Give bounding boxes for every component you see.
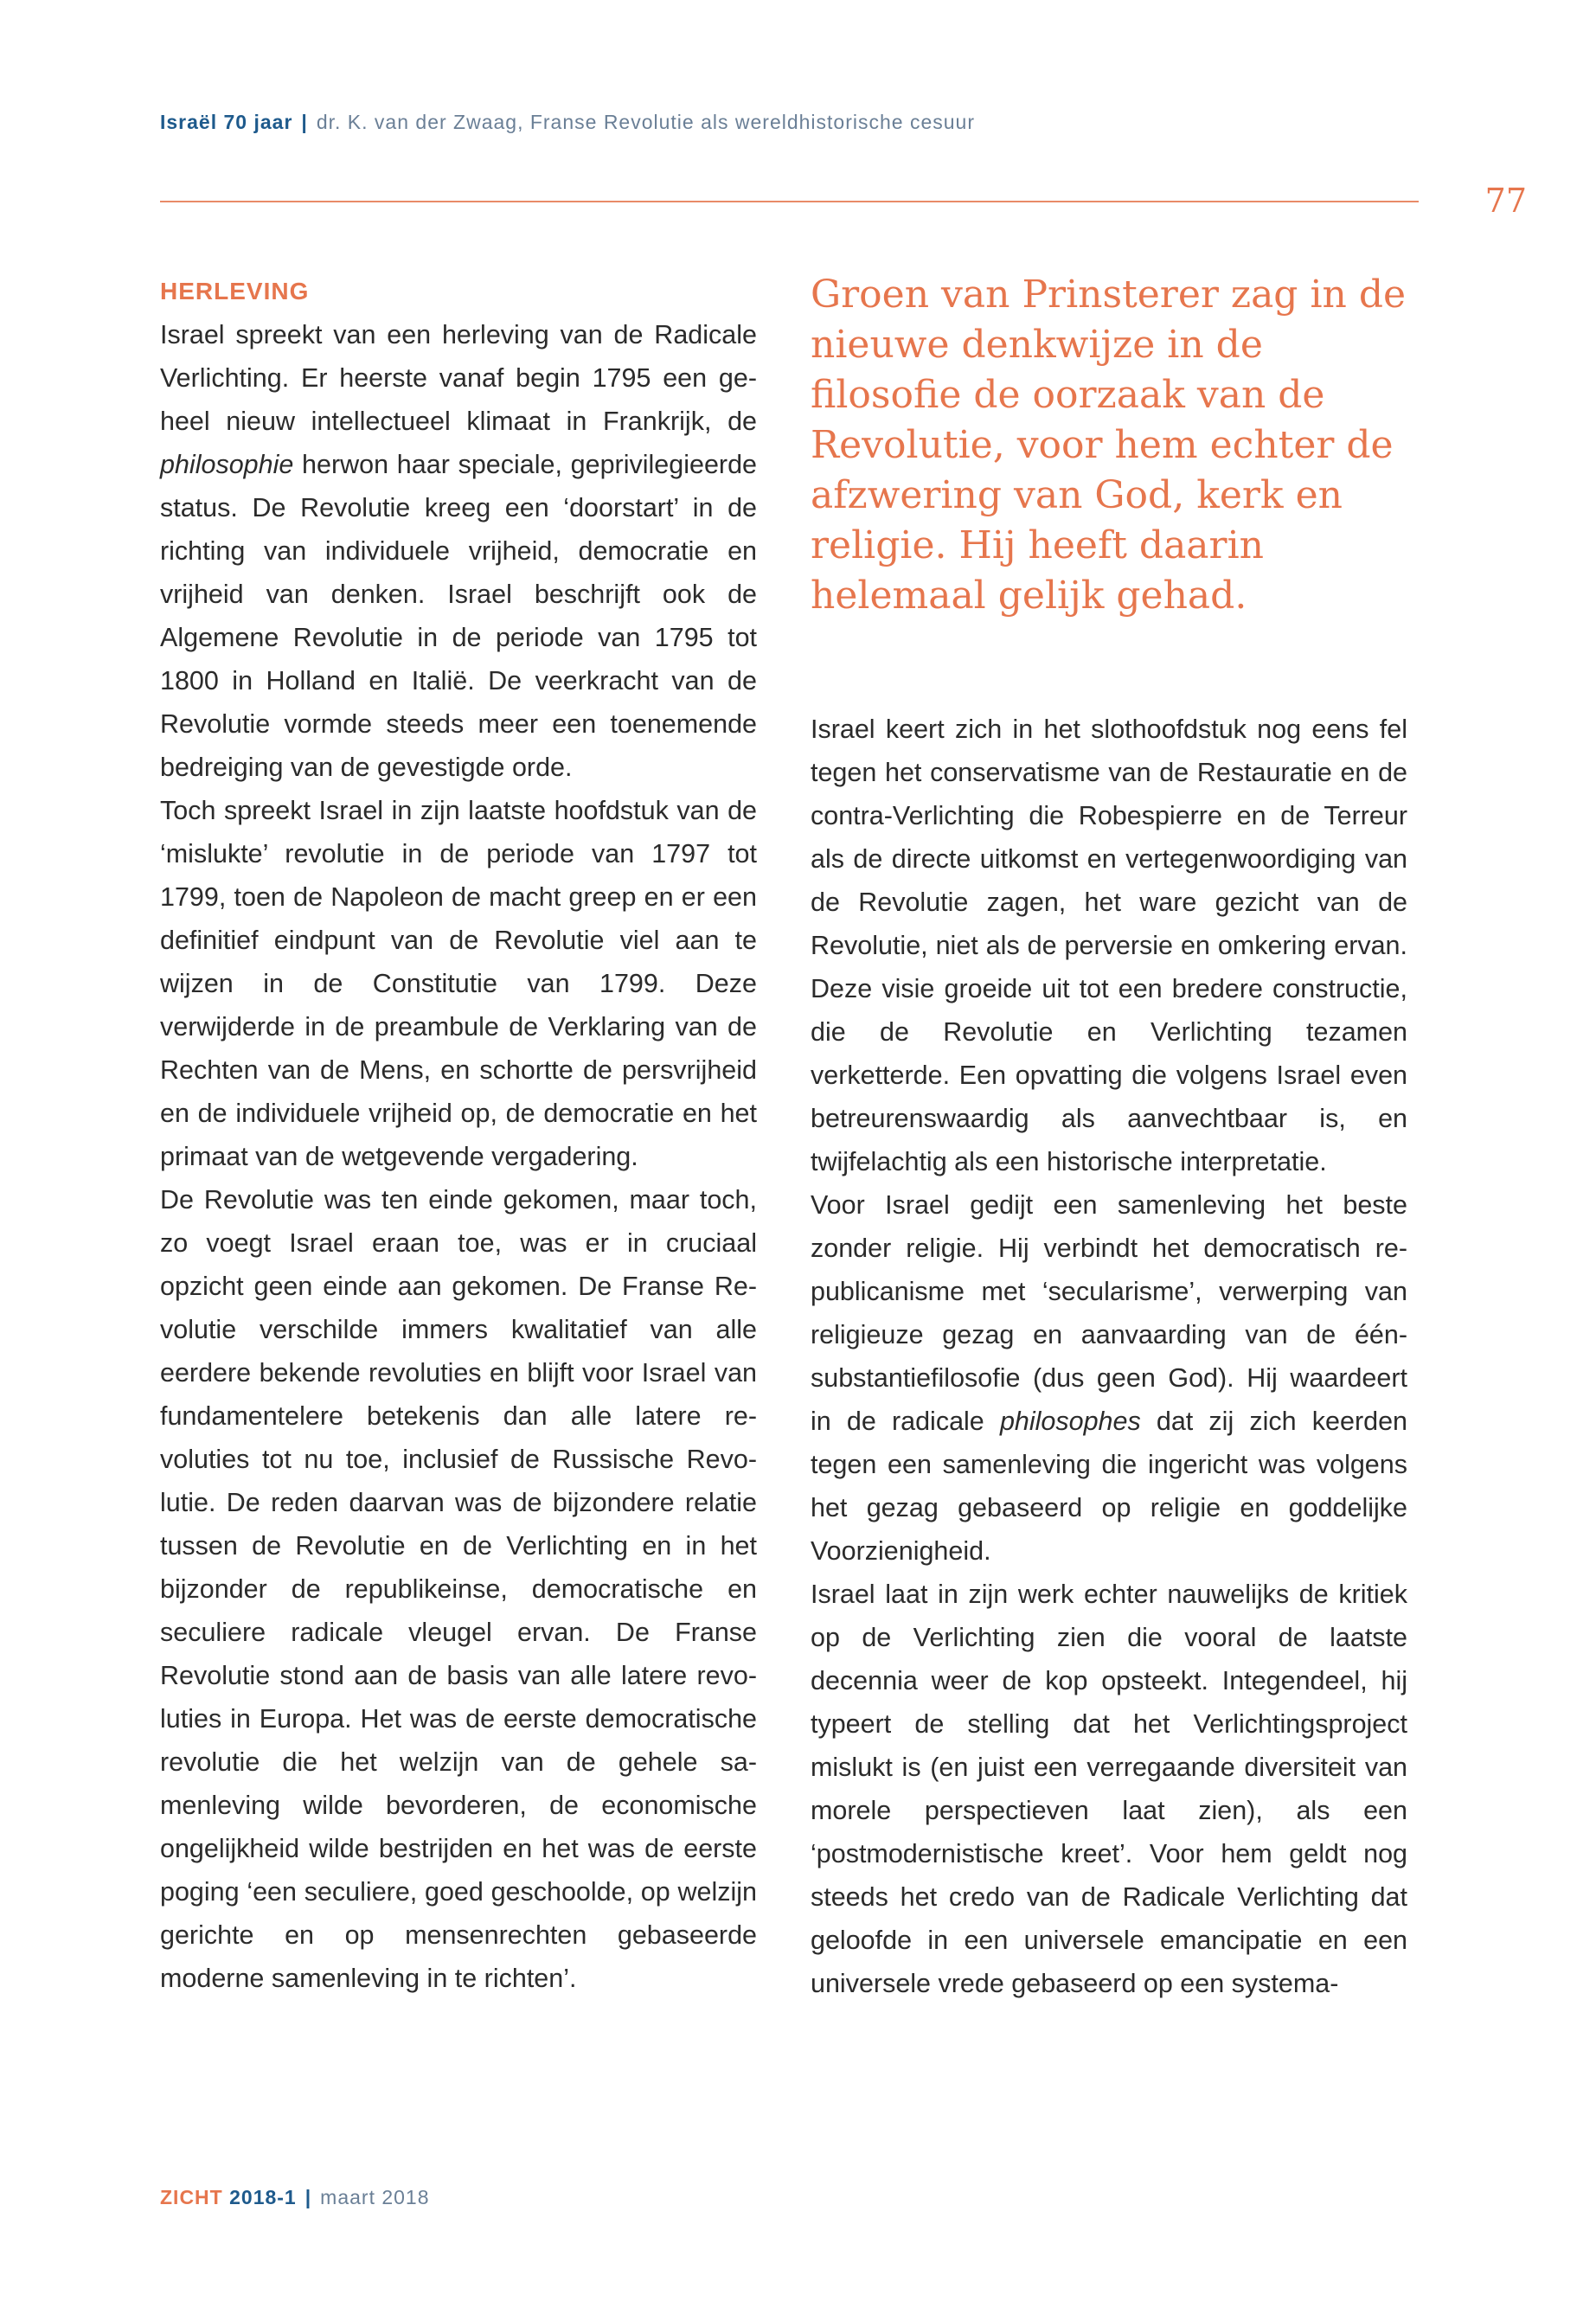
left-column [160, 270, 757, 2000]
left-p1-part-a: Israel spreekt van een herleving van de Radicale Verlichting. Er heerste vanaf begin 1795 een geheel nieuw intellectueel klimaat in Frankrijk, de [160, 320, 757, 436]
right-paragraph-2 [811, 1183, 1407, 1573]
right-p2-emphasis: philosophes [999, 1407, 1141, 1436]
page-number: 77 [1484, 182, 1527, 220]
header-rule [160, 201, 1419, 202]
right-p2-part-a: Voor Israel gedijt een samenleving het beste zonder religie. Hij verbindt het democratisch republicanisme met ‘secularisme’, verwerping van religieuze gezag en aanvaarding van de één-substantiefilosofie (dus geen God). Hij waardeert in de radicale [811, 1190, 1407, 1436]
header-separator: | [301, 111, 308, 133]
footer-magazine: ZICHT [160, 2186, 223, 2208]
running-footer [160, 2186, 430, 2209]
right-paragraph-3: Israel laat in zijn werk echter nauwelijks de kritiek op de Verlichting zien die vooral de laatste decennia weer de kop opsteekt. Integendeel, hij typeert de stelling dat het Verlichtingsproject mislukt is (en juist een verregaande diversiteit van morele perspectieven laat zien), als een ‘postmodernistische kreet’. Voor hem geldt nog steeds het credo van de Radicale Verlichting dat geloofde in een universele emancipatie en een universele vrede gebaseerd op een systema- [811, 1580, 1407, 1998]
left-p1-part-b: herwon haar speciale, geprivilegieerde status. De Revolutie kreeg een ‘doorstart’ in de richting van individuele vrijheid, democratie en vrijheid van denken. Israel beschrijft ook de Algemene Revolutie in de periode van 1795 tot 1800 in Holland en Italië. De veerkracht van de Revolutie vormde steeds meer een toenemende bedreiging van de gevestigde orde. [160, 450, 757, 782]
pull-quote: Groen van Prinsterer zag in de nieuwe denkwijze in de filosofie de oorzaak van de Revolutie, voor hem echter de afzwering van God, kerk en religie. Hij heeft daarin helemaal gelijk gehad. [811, 272, 1407, 618]
right-paragraph-1: Israel keert zich in het slothoofdstuk nog eens fel tegen het conservatisme van de Restauratie en de contra-Verlichting die Robespierre en de Terreur als de directe uitkomst en vertegenwoordiging van de Revolutie zagen, het ware gezicht van de Revolutie, niet als de perversie en omkering ervan. Deze visie groeide uit tot een bredere constructie, die de Revolutie en Verlichting tezamen verketterde. Een opvatting die volgens Israel even betreurenswaardig als aanvechtbaar is, en twijfelachtig als een historische interpretatie. [811, 715, 1407, 1176]
footer-separator: | [304, 2186, 312, 2208]
left-paragraph-3: De Revolutie was ten einde gekomen, maar toch, zo voegt Israel eraan toe, was er in cruciaal opzicht geen einde aan gekomen. De Franse Revolutie verschilde immers kwalitatief van alle eerdere bekende revoluties en blijft voor Israel van fundamentelere betekenis dan alle latere revoluties tot nu toe, inclusief de Russische Revolutie. De reden daarvan was de bijzondere relatie tussen de Revolutie en de Verlichting en in het bijzonder de republikeinse, democratische en seculiere radicale vleugel ervan. De Franse Revolutie stond aan de basis van alle latere revoluties in Europa. Het was de eerste democratische revolutie die het welzijn van de gehele samenleving wilde bevorderen, de economische ongelijkheid wilde bestrijden en het was de eerste poging ‘een seculiere, goed geschoolde, op welzijn gerichte en op mensenrechten gebaseerde moderne samenleving in te richten’. [160, 1185, 757, 1993]
left-paragraph-1 [160, 313, 757, 789]
left-p1-emphasis: philosophie [160, 450, 294, 479]
header-article-title: dr. K. van der Zwaag, Franse Revolutie als wereldhistorische cesuur [316, 111, 975, 133]
running-header [160, 111, 975, 134]
section-heading: HERLEVING [160, 278, 310, 304]
right-p2-part-b: dat zij zich keerden tegen een samenleving die ingericht was volgens het gezag gebaseerd op religie en goddelijke Voorzienigheid. [811, 1407, 1407, 1566]
footer-date: maart 2018 [320, 2186, 430, 2208]
left-paragraph-2: Toch spreekt Israel in zijn laatste hoofdstuk van de ‘mislukte’ revolutie in de periode van 1797 tot 1799, toen de Napoleon de macht greep en er een definitief eindpunt van de Revolutie viel aan te wijzen in de Constitutie van 1799. Deze verwijderde in de preambule de Verklaring van de Rechten van de Mens, en schortte de persvrijheid en de individuele vrijheid op, de democratie en het primaat van de wetgevende vergadering. [160, 796, 757, 1171]
footer-issue: 2018-1 [229, 2186, 297, 2208]
header-publication: Israël 70 jaar [160, 111, 293, 133]
right-column [811, 708, 1407, 2005]
